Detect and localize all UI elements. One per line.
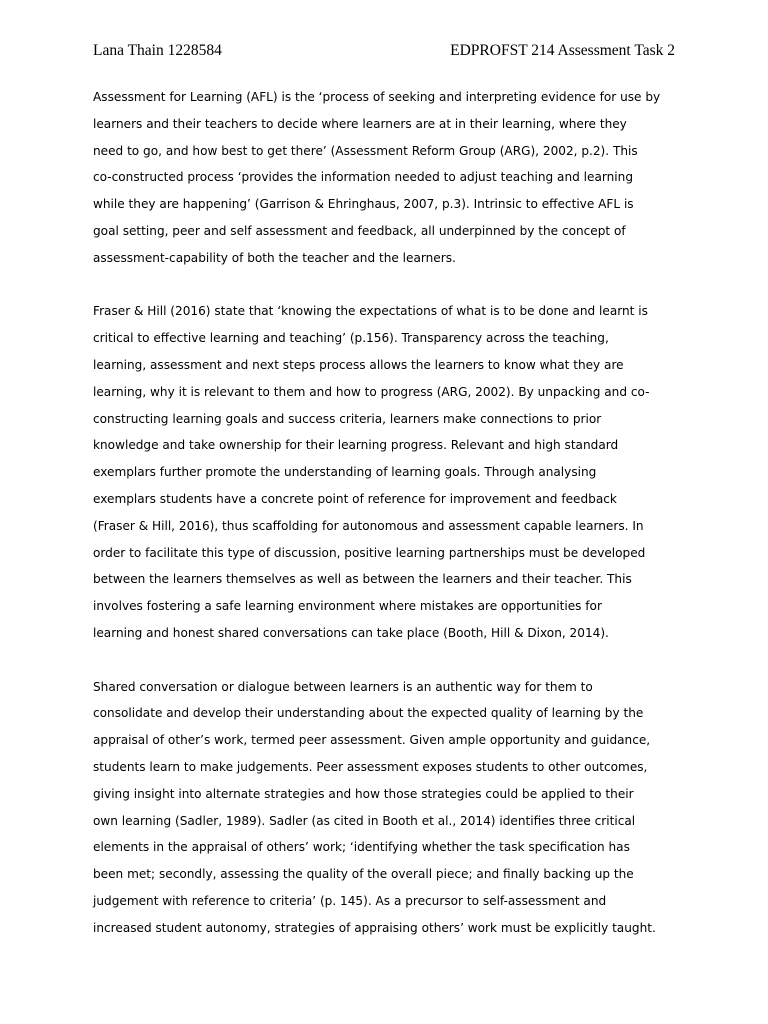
text-line: constructing learning goals and success criteria, learners make connections to prior [93, 411, 602, 426]
text-line: (Fraser & Hill, 2016), thus scaffolding for autonomous and assessment capable learners. In [93, 518, 644, 533]
text-line: while they are happening’ (Garrison & Ehringhaus, 2007, p.3). Intrinsic to effective AFL is [93, 197, 634, 212]
text-line: critical to effective learning and teaching’ (p.156). Transparency across the teaching, [93, 331, 609, 346]
text-line: increased student autonomy, strategies of appraising others’ work must be explicitly taught. [93, 920, 656, 935]
text-line: Fraser & Hill (2016) state that ‘knowing the expectations of what is to be done and learnt is [93, 304, 648, 319]
text-line: judgement with reference to criteria’ (p. 145). As a precursor to self-assessment and [93, 893, 607, 908]
text-line: between the learners themselves as well as between the learners and their teacher. This [93, 572, 632, 587]
text-line: Assessment for Learning (AFL) is the ‘process of seeking and interpreting evidence for use by [93, 90, 661, 104]
text-line: goal setting, peer and self assessment and feedback, all underpinned by the concept of [93, 223, 626, 238]
paragraph [93, 674, 693, 942]
header-course: EDPROFST 214 Assessment Task 2 [450, 42, 675, 59]
text-line: exemplars students have a concrete point of reference for improvement and feedback [93, 491, 617, 506]
paragraph [93, 298, 693, 646]
page-header [93, 42, 675, 64]
text-line: need to go, and how best to get there’ (Assessment Reform Group (ARG), 2002, p.2). This [93, 143, 638, 158]
text-line: exemplars further promote the understanding of learning goals. Through analysing [93, 465, 597, 480]
text-line: learning and honest shared conversations can take place (Booth, Hill & Dixon, 2014). [93, 625, 609, 640]
text-line: co-constructed process ‘provides the information needed to adjust teaching and learning [93, 170, 633, 185]
text-line: learning, why it is relevant to them and how to progress (ARG, 2002). By unpacking and co- [93, 384, 650, 399]
document-body [93, 84, 693, 968]
text-line: assessment-capability of both the teacher and the learners. [93, 250, 456, 265]
text-line: learning, assessment and next steps process allows the learners to know what they are [93, 357, 624, 372]
text-line: elements in the appraisal of others’ work; ‘identifying whether the task specification has [93, 840, 630, 855]
text-line: involves fostering a safe learning environment where mistakes are opportunities for [93, 599, 602, 614]
text-line: students learn to make judgements. Peer assessment exposes students to other outcomes, [93, 759, 648, 774]
paragraph [93, 84, 693, 272]
text-line: appraisal of other’s work, termed peer assessment. Given ample opportunity and guidance, [93, 733, 651, 748]
header-author: Lana Thain 1228584 [93, 42, 222, 59]
text-line: been met; secondly, assessing the quality of the overall piece; and finally backing up the [93, 867, 634, 882]
text-line: Shared conversation or dialogue between learners is an authentic way for them to [93, 679, 593, 694]
text-line: learners and their teachers to decide where learners are at in their learning, where they [93, 116, 627, 131]
text-line: consolidate and develop their understanding about the expected quality of learning by the [93, 706, 644, 721]
text-line: order to facilitate this type of discussion, positive learning partnerships must be developed [93, 545, 646, 560]
text-line: giving insight into alternate strategies and how those strategies could be applied to their [93, 786, 634, 801]
text-line: own learning (Sadler, 1989). Sadler (as cited in Booth et al., 2014) identifies three critical [93, 813, 636, 828]
text-line: knowledge and take ownership for their learning progress. Relevant and high standard [93, 438, 619, 453]
